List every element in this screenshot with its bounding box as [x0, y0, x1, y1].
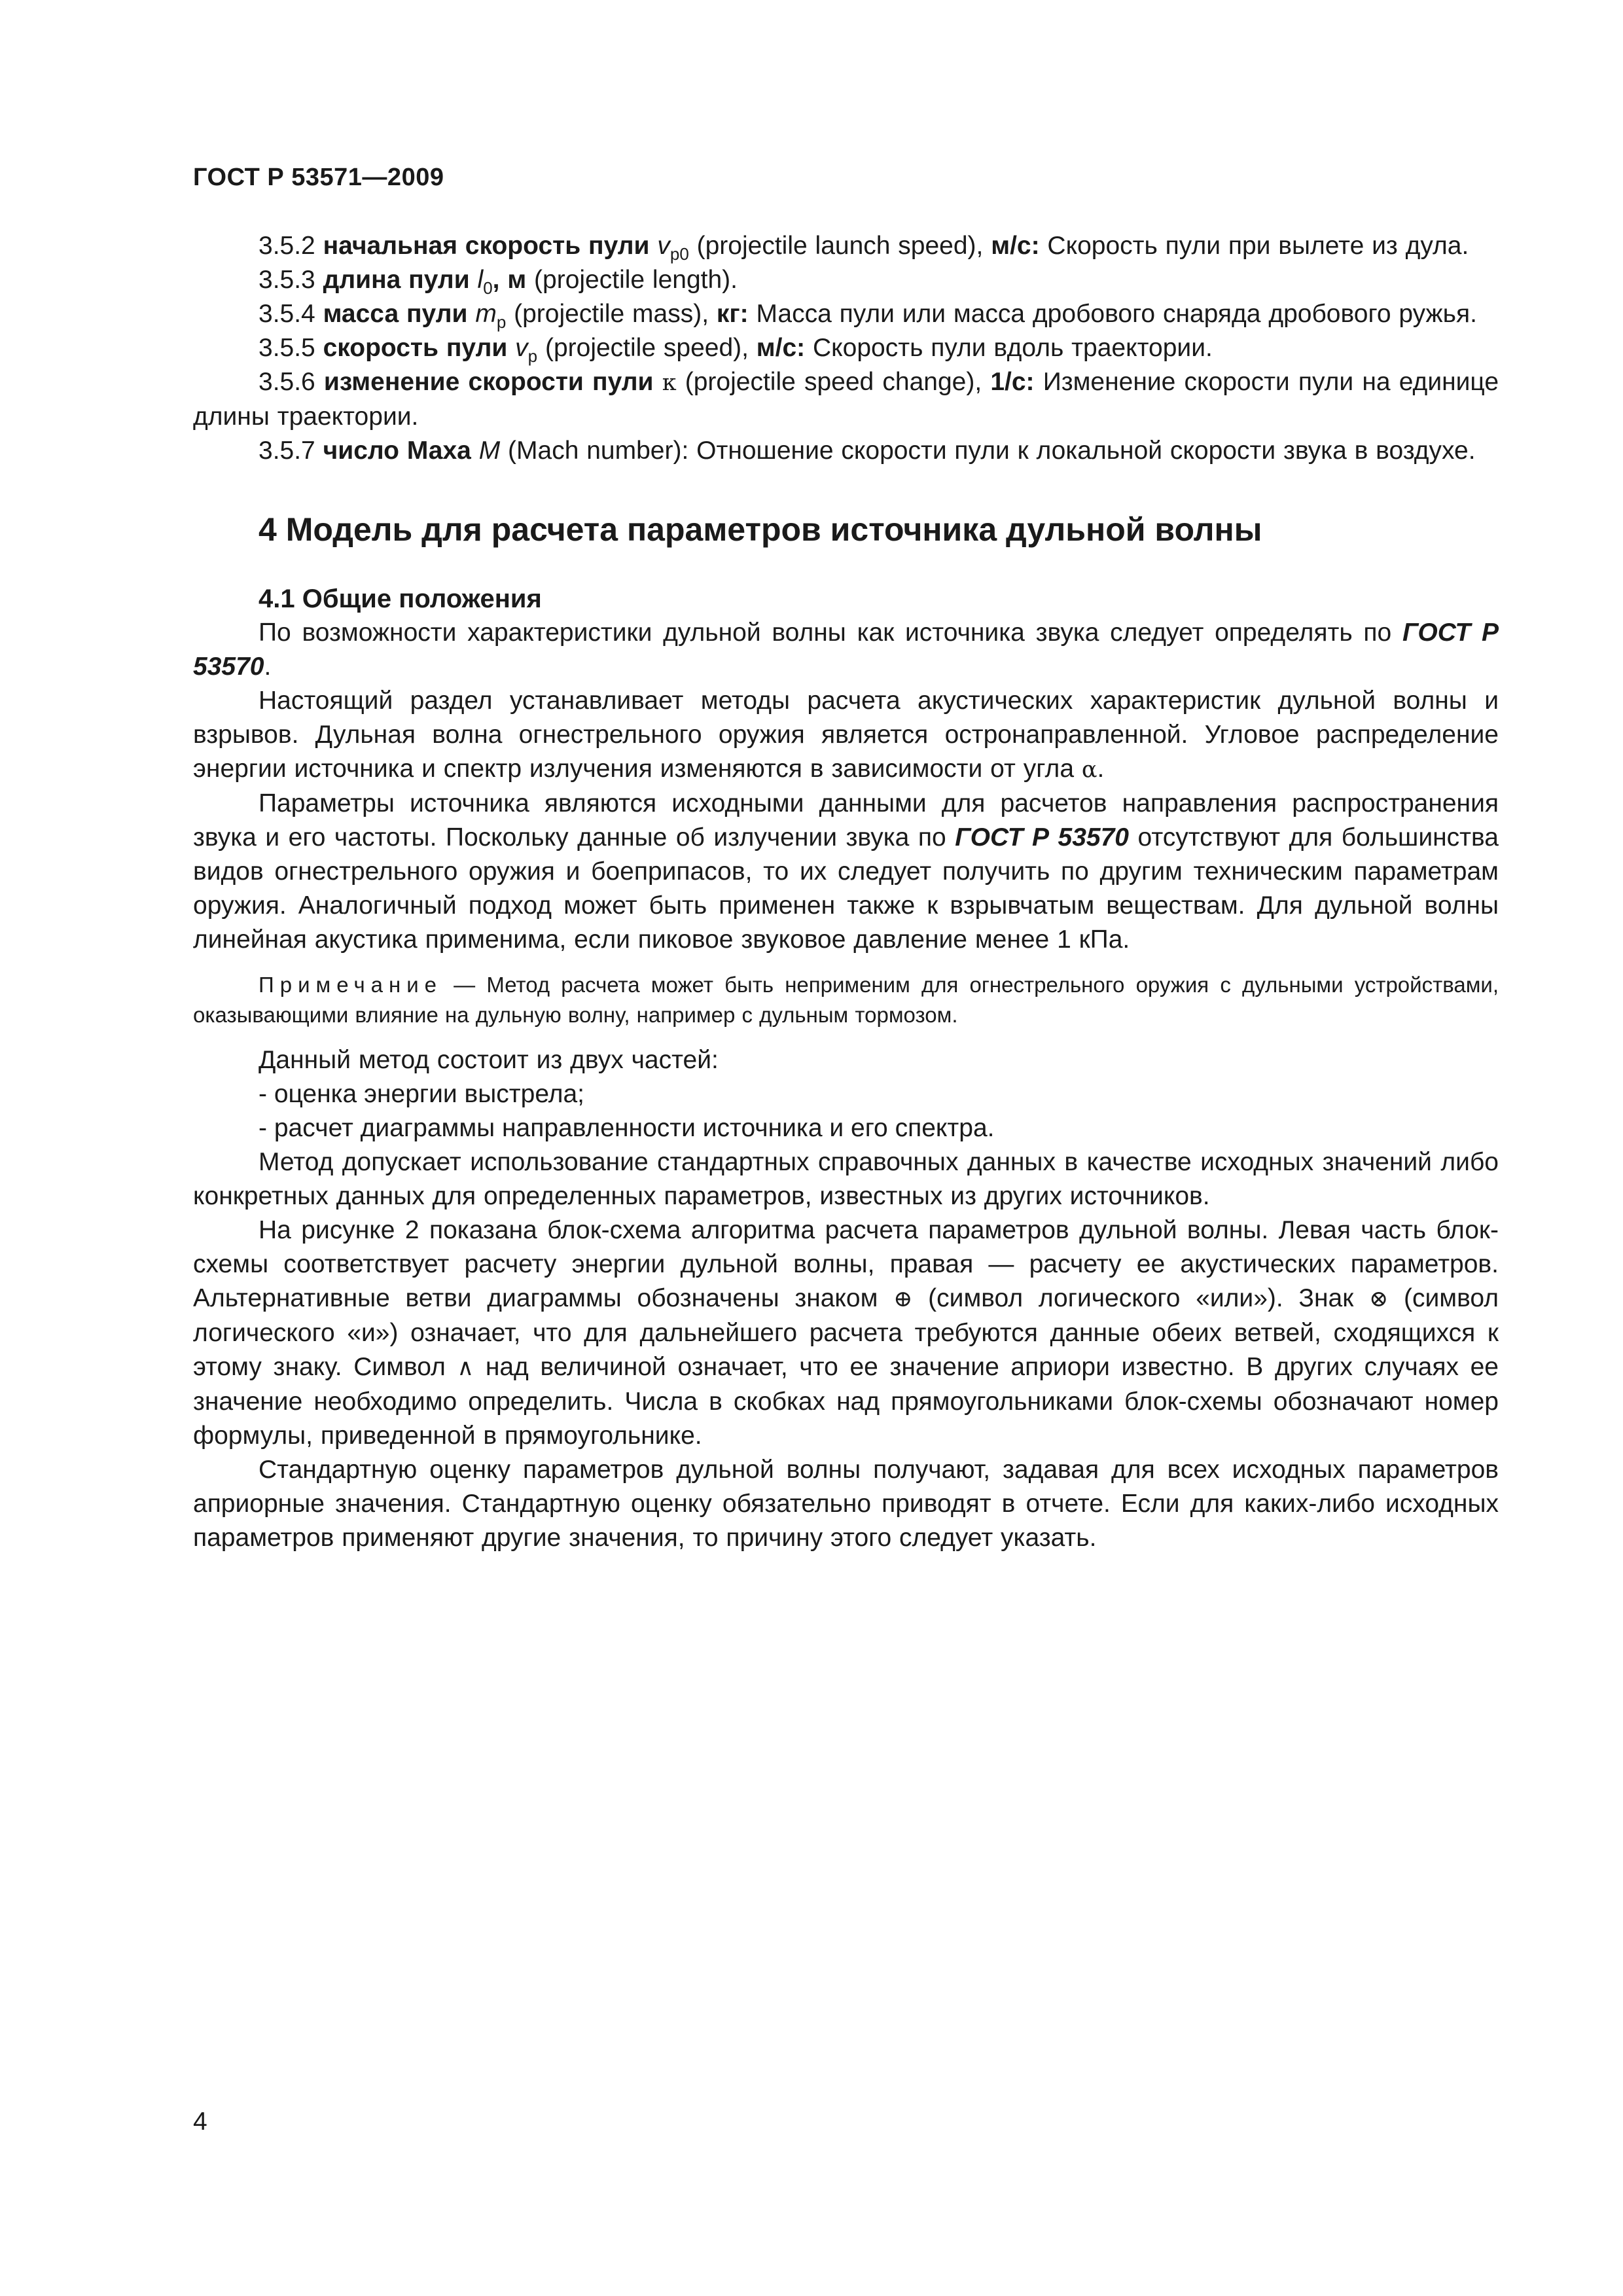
- paragraph-general: По возможности характеристики дульной волны как источника звука следует определять по ГОСТ Р 53570.: [193, 619, 1499, 681]
- paragraph-flowchart: На рисунке 2 показана блок-схема алгоритма расчета параметров дульной волны. Левая часть блок-схемы соответствует расчету энергии дульной волны, правая — расчету ее акустических параметров. Альтернативные ветви диаграммы обозначены знаком ⊕ (символ логического «или»). Знак ⊗ (символ логического «и») означает, что для дальнейшего расчета требуются данные обеих ветвей, сходящихся к этому знаку. Символ ∧ над величиной означает, что ее значение априори известно. В других случаях ее значение необходимо определить. Числа в скобках над прямоугольниками блок-схемы обозначают номер формулы, приведенной в прямоугольнике.: [193, 1216, 1499, 1450]
- standard-reference: ГОСТ Р 53570: [955, 823, 1129, 852]
- paragraph-parameters: Параметры источника являются исходными данными для расчетов направления распространения звука и его частоты. Поскольку данные об излучении звука по ГОСТ Р 53570 отсутствуют для большинства видов огнестрельного оружия и боеприпасов, то их следует получить по другим техническим параметрам оружия. Аналогичный подход может быть применен также к взрывчатым веществам. Для дульной волны линейная акустика применима, если пиковое звуковое давление менее 1 кПа.: [193, 789, 1499, 954]
- logical-and-symbol: ⊗: [1369, 1286, 1389, 1312]
- method-parts-list: [193, 1077, 1499, 1145]
- page-number: 4: [193, 2108, 207, 2136]
- list-item: - оценка энергии выстрела;: [259, 1080, 585, 1108]
- note-text: — Метод расчета может быть неприменим для огнестрельного оружия с дульными устройствами, оказывающими влияние на дульную волну, например с дульным тормозом.: [193, 973, 1499, 1027]
- alpha-symbol: α: [1081, 757, 1097, 783]
- section-heading: 4 Модель для расчета параметров источника дульной волны: [259, 511, 1262, 548]
- logical-or-symbol: ⊕: [893, 1286, 913, 1312]
- document-header: ГОСТ Р 53571—2009: [193, 164, 444, 191]
- definition-3-5-2: 3.5.2 начальная скорость пули $v_{p0}$ (projectile launch speed), м/с: Скорость пули при вылете из дула.: [259, 232, 1469, 264]
- standard-reference: ГОСТ Р 53570: [193, 619, 1499, 681]
- subsection-heading: 4.1 Общие положения: [259, 584, 542, 613]
- paragraph-scope: Настоящий раздел устанавливает методы расчета акустических характеристик дульной волны и взрывов. Дульная волна огнестрельного оружия является остронаправленной. Угловое распределение энергии источника и спектр излучения изменяются в зависимости от угла α.: [193, 687, 1499, 783]
- definition-3-5-3: 3.5.3 длина пули $l_0$, м (projectile length).: [259, 266, 738, 298]
- note: [193, 970, 1499, 1030]
- paragraph-reference-data: Метод допускает использование стандартных справочных данных в качестве исходных значений либо конкретных данных для определенных параметров, известных из других источников.: [193, 1148, 1499, 1210]
- definition-3-5-5: 3.5.5 скорость пули $v_p$ (projectile speed), м/с: Скорость пули вдоль траектории.: [259, 334, 1213, 366]
- definition-3-5-6: 3.5.6 изменение скорости пули κ (projectile speed change), 1/с: Изменение скорости пули на единице длины траектории.: [193, 368, 1499, 431]
- list-item: - расчет диаграммы направленности источника и его спектра.: [259, 1114, 995, 1142]
- paragraph-standard-estimate: Стандартную оценку параметров дульной волны получают, задавая для всех исходных параметров априорные значения. Стандартную оценку обязательно приводят в отчете. Если для каких-либо исходных параметров применяют другие значения, то причину этого следует указать.: [193, 1456, 1499, 1552]
- definition-3-5-4: 3.5.4 масса пули $m_p$ (projectile mass), кг: Масса пули или масса дробового снаряда дробового ружья.: [259, 300, 1477, 332]
- paragraph-method-parts: Данный метод состоит из двух частей:: [259, 1046, 719, 1074]
- definition-3-5-7: 3.5.7 число Маха M (Mach number): Отношение скорости пули к локальной скорости звука в воздухе.: [259, 437, 1476, 465]
- note-label: Примечание: [259, 973, 443, 997]
- hat-symbol: ∧: [457, 1355, 474, 1381]
- definitions-list: [193, 229, 1499, 468]
- document-body: [193, 229, 1499, 1555]
